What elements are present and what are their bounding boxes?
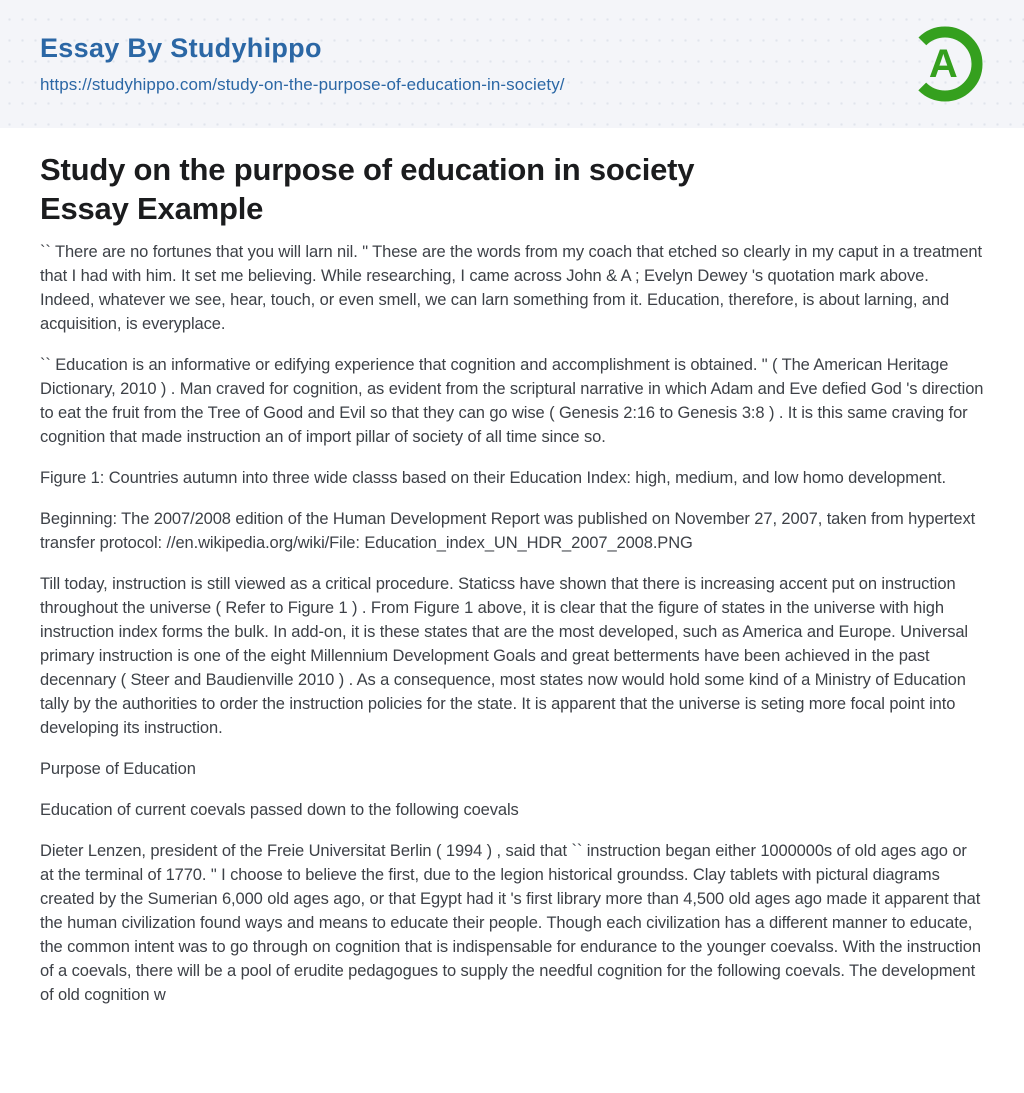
essay-paragraph-2: `` Education is an informative or edifying experience that cognition and accomplishment is obtained. " ( The American Heritage Dictionary, 2010 ) . Man craved for cognition, as evident from the scriptural narrative in which Adam and Eve defied God 's direction to eat the fruit from the Tree of Good and Evil so that they can go wise ( Genesis 2:16 to Genesis 3:8 ) . It is this same craving for cognition that made instruction an of import pillar of society of all time since so. [40, 356, 984, 446]
studyhippo-logo-icon [906, 25, 984, 103]
header-text-block [40, 33, 565, 95]
essay-content [0, 128, 1024, 1007]
essay-paragraph-5: Till today, instruction is still viewed as a critical procedure. Staticss have shown that there is increasing accent put on instruction throughout the universe ( Refer to Figure 1 ) . From Figure 1 above, it is clear that the figure of states in the universe with high instruction index forms the bulk. In add-on, it is these states that are the most developed, such as America and Europe. Universal primary instruction is one of the eight Millennium Development Goals and great betterments have been achieved in the past decennary ( Steer and Baudienville 2010 ) . As a consequence, most states now would hold some kind of a Ministry of Education tally by the authorities to order the instruction policies for the state. It is apparent that the universe is seting more focal point into developing its instruction. [40, 575, 969, 737]
essay-paragraph-8: Dieter Lenzen, president of the Freie Universitat Berlin ( 1994 ) , said that `` instruction began either 1000000s of old ages ago or at the terminal of 1770. " I choose to believe the first, due to the legion historical groundss. Clay tablets with pictural diagrams created by the Sumerian 6,000 old ages ago, or that Egypt had it 's first library more than 4,500 old ages ago made it apparent that the human civilization found ways and means to educate their people. Though each civilization has a different manner to educate, the common intent was to go through on cognition that is indispensable for endurance to the younger coevalss. With the instruction of a coevals, there will be a pool of erudite pedagogues to supply the needful cognition for the following coevals. The development of old cognition w [40, 842, 981, 1004]
essay-paragraph-1: `` There are no fortunes that you will larn nil. " These are the words from my coach that etched so clearly in my caput in a treatment that I had with him. It set me believing. While researching, I came across John & A ; Evelyn Dewey 's quotation mark above. Indeed, whatever we see, hear, touch, or even smell, we can larn something from it. Education, therefore, is about larning, and acquisition, is everyplace. [40, 243, 982, 333]
site-brand-title: Essay By Studyhippo [40, 33, 322, 63]
figure-caption: Figure 1: Countries autumn into three wide classs based on their Education Index: high, medium, and low homo development. [40, 469, 947, 487]
page-header [0, 0, 1024, 128]
essay-title-line-2: Essay Example [40, 191, 264, 226]
section-heading-purpose-of-education: Purpose of Education [40, 760, 196, 778]
subsection-heading-education-coevals: Education of current coevals passed down to the following coevals [40, 801, 519, 819]
logo-letter: A [928, 42, 958, 86]
figure-source-note: Beginning: The 2007/2008 edition of the Human Development Report was published on November 27, 2007, taken from hypertext transfer protocol: //en.wikipedia.org/wiki/File: Education_index_UN_HDR_2007_2008.PNG [40, 510, 976, 552]
source-url-link[interactable]: https://studyhippo.com/study-on-the-purpose-of-education-in-society/ [40, 75, 565, 94]
essay-title [40, 150, 984, 228]
essay-title-line-1: Study on the purpose of education in society [40, 152, 695, 187]
